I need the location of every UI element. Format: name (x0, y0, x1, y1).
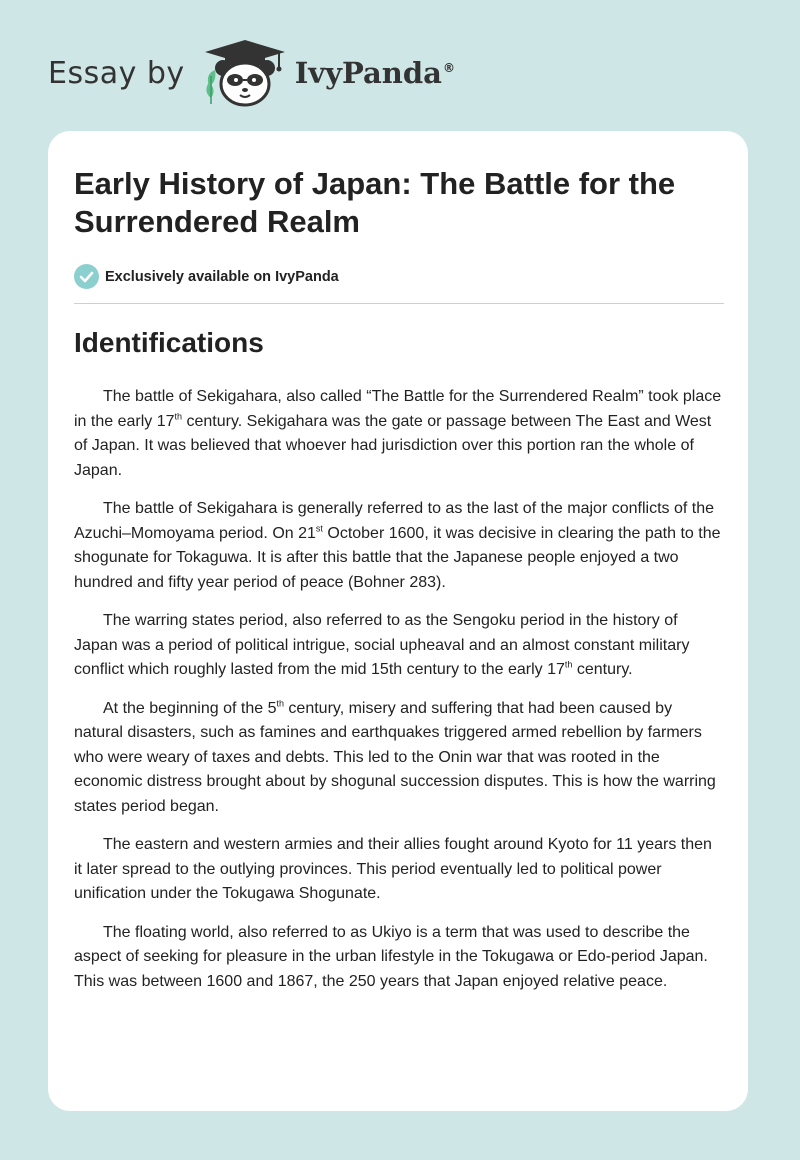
article-title: Early History of Japan: The Battle for the Surrendered Realm (74, 166, 676, 239)
exclusive-badge (74, 264, 339, 289)
article-body (74, 385, 724, 1008)
brand-prefix: Essay by (48, 55, 185, 91)
article-card (48, 131, 748, 1111)
paragraph: The battle of Sekigahara is generally referred to as the last of the major conflicts of the Azuchi–Momoyama period. On 21st October 1600, it was decisive in clearing the path to the shogunate for Tokaguwa. It is after this battle that the Japanese people enjoyed a two hundred and fifty year period of peace (Bohner 283). (74, 500, 721, 591)
exclusive-badge-text: Exclusively available on IvyPanda (105, 268, 339, 285)
title-divider (74, 303, 724, 304)
paragraph: At the beginning of the 5th century, misery and suffering that had been caused by natural disasters, such as famines and earthquakes triggered armed rebellion by farmers who were weary of taxes and debts. This led to the Onin war that was rooted in the economic distress brought about by shogunal succession disputes. This is how the warring states period began. (74, 698, 716, 815)
paragraph: The floating world, also referred to as Ukiyo is a term that was used to describe the aspect of seeking for pleasure in the urban lifestyle in the Tokugawa or Edo-period Japan. This was between 1600 and 1867, the 250 years that Japan enjoyed relative peace. (74, 923, 708, 990)
paragraph: The eastern and western armies and their allies fought around Kyoto for 11 years then it later spread to the outlying provinces. This period eventually led to political power unification under the Tokugawa Shogunate. (74, 836, 712, 902)
paragraph: The warring states period, also referred to as the Sengoku period in the history of Japan was a period of political intrigue, social upheaval and an almost constant military conflict which roughly lasted from the mid 15th century to the early 17th century. (74, 612, 690, 678)
section-title: Identifications (74, 327, 264, 358)
registered-mark: ® (442, 61, 455, 76)
brand-header (48, 38, 455, 108)
brand-name: IvyPanda® (294, 56, 455, 90)
panda-logo-icon (199, 38, 291, 108)
check-circle-icon (74, 264, 99, 289)
paragraph: The battle of Sekigahara, also called “The Battle for the Surrendered Realm” took place in the early 17th century. Sekigahara was the gate or passage between The East and West of Japan. It was believed that whoever had jurisdiction over this portion ran the whole of Japan. (74, 388, 722, 479)
